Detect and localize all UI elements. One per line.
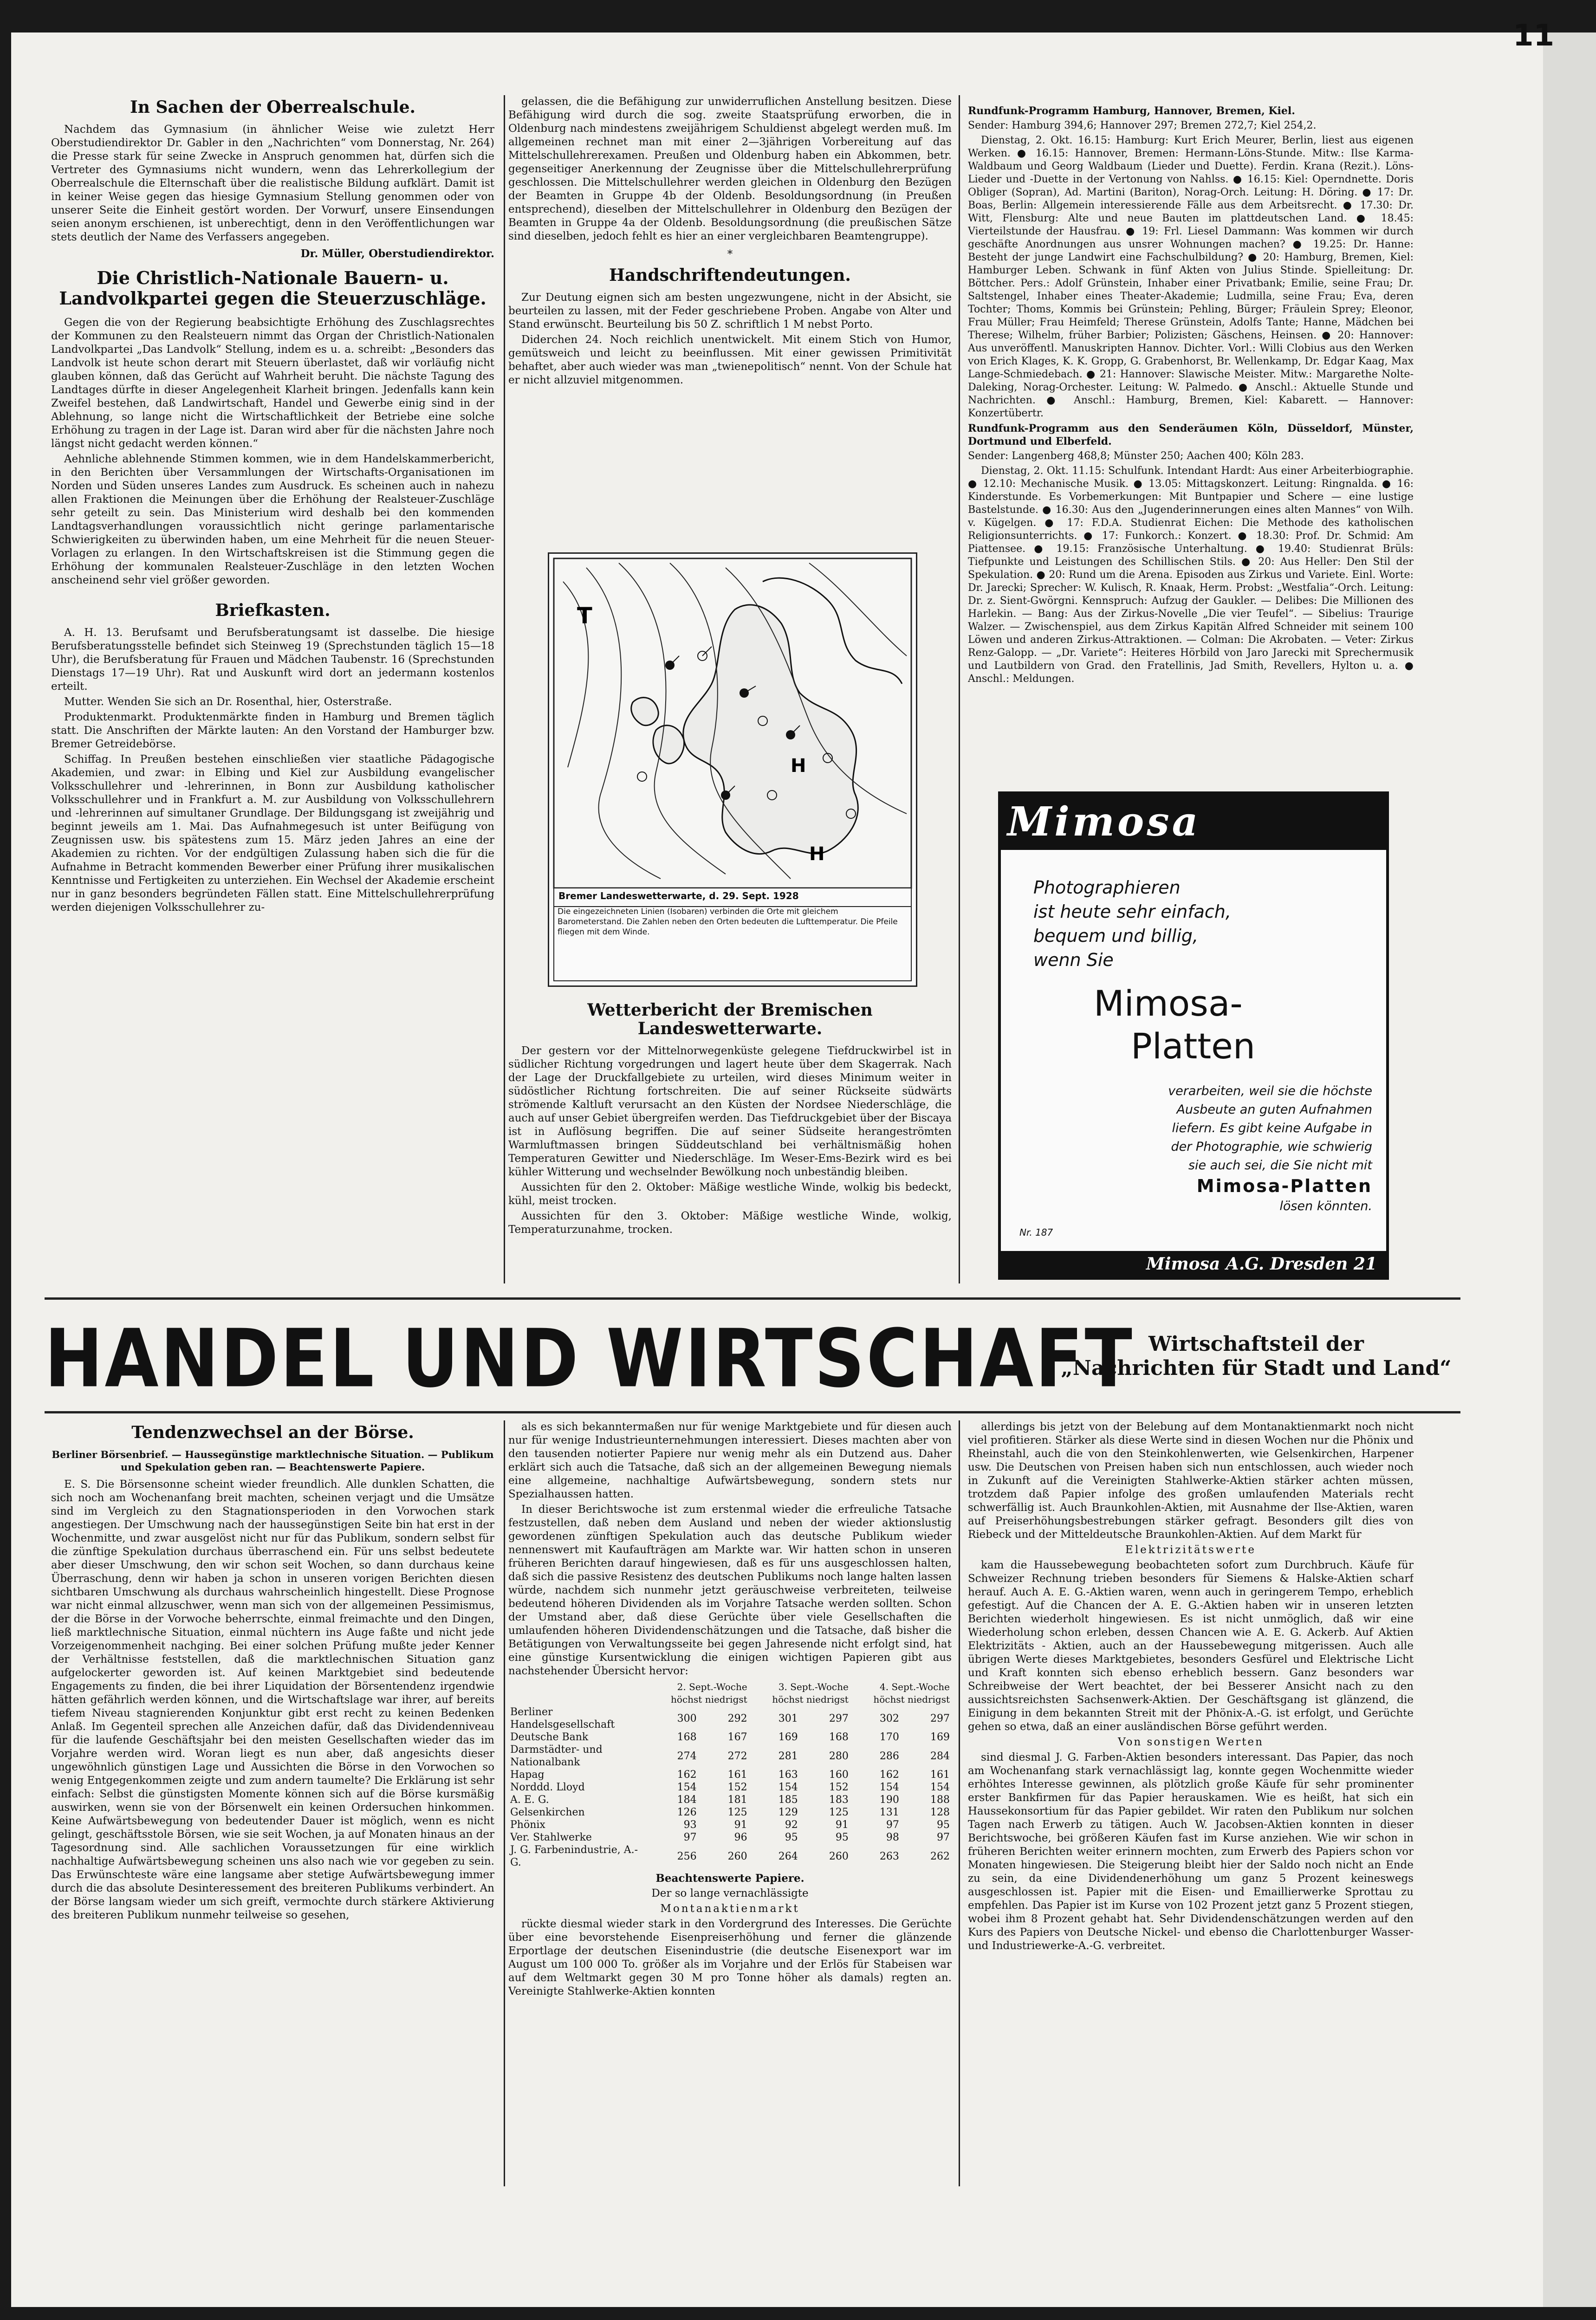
stock-value-cell: 95	[835, 1832, 849, 1843]
ad-slogan-4: wenn Sie	[1033, 950, 1114, 970]
stock-table-row	[508, 1831, 952, 1844]
svg-text:H: H	[809, 843, 825, 865]
middle-text: gelassen, die die Befähigung zur unwiderruflichen Anstellung besitzen. Diese Befähigung wird durch die sog. zweite Staatsprüfung erworben, die in Oldenburg nach mindestens zweijährigem Schuldienst abgelegt werden muß. Im allgemeinen rechnet man mit einer 2—3jährigen Vorbereitung auf das Mittelschullehrerexamen. Preußen und Oldenburg haben ein Abkommen, betr. gegenseitiger Anerkennung der Zeugnisse über die Mittelschullehrerprüfung geschlossen. Die Mittelschullehrer werden gleichen in Oldenburg den Bezügen der Beamten in Gruppe 4b der Oldenb. Besoldungsordnung (in Preußen entsprechend), dieselben der Mittelschullehrer in Oldenburg den Bezügen der Beamten in Gruppe 4a der Oldenb. Besoldungsordnung (die preußischen Sätze sind dieselben, jedoch fehlt es hier an einer vergleichbaren Beamtengruppe).	[508, 96, 952, 242]
radio-sender-2: Sender: Langenberg 468,8; Münster 250; Aachen 400; Köln 283.	[968, 450, 1304, 462]
stock-header-week-2: 2. Sept.-Woche höchst niedrigst	[671, 1681, 747, 1705]
stock-name-cell: Hapag	[510, 1769, 545, 1781]
boerse-right-unsere: Von sonstigen Werten	[1118, 1736, 1264, 1748]
boerse-column-left	[51, 1420, 494, 2186]
oberreal-title: In Sachen der Oberrealschule.	[130, 97, 416, 117]
stock-value-cell: 190	[879, 1794, 899, 1806]
brief-title: Briefkasten.	[215, 601, 331, 620]
banner-title: HANDEL UND WIRTSCHAFT	[45, 1312, 1134, 1406]
stock-table-row	[508, 1731, 952, 1743]
weather-report	[508, 998, 952, 1286]
stock-value-cell: 97	[886, 1819, 899, 1831]
stock-value-cell: 131	[879, 1807, 899, 1818]
weather-forecast-2: Aussichten für den 3. Oktober: Mäßige westliche Winde, wolkig, Temperaturzunahme, trocken.	[508, 1210, 952, 1236]
stock-value-cell: 297	[930, 1712, 950, 1724]
boerse-mid-mont: Montanaktienmarkt	[660, 1903, 800, 1915]
stock-value-cell: 126	[677, 1807, 697, 1818]
banner-subtitle-1: Wirtschaftsteil der	[1148, 1332, 1364, 1356]
stock-header-week-3: 3. Sept.-Woche höchst niedrigst	[772, 1681, 849, 1705]
stock-value-cell: 154	[879, 1782, 899, 1793]
stock-value-cell: 264	[778, 1850, 798, 1862]
stock-name-cell: Gelsenkirchen	[510, 1807, 585, 1818]
stock-value-cell: 154	[930, 1782, 950, 1793]
ad-body-7: lösen könnten.	[1279, 1199, 1372, 1213]
weather-text: Der gestern vor der Mittelnorwegenküste gelegene Tiefdruckwirbel ist in südlicher Richtung vorgedrungen und lagert heute über dem Skagerrak. Nach der Lage der Druckfallgebiete zu urteilen, wird dieses Minimum weiter in südöstlicher Richtung fortschreiten. Die auf seiner Rückseite südwärts strömende Kaltluft verursacht an den Küsten der Nordsee Niederschläge, die auch auf unser Gebiet übergreifen werden. Das Tiefdruckgebiet über der Biscaya ist in Auflösung begriffen. Die auf seiner Südseite herangeströmten Warmluftmassen bringen Süddeutschland bei verhältnismäßig hohen Temperaturen Gewitter und Niederschläge. Im Weser-Ems-Bezirk wird es bei kühler Witterung und wechselnder Bewölkung noch unbeständig bleiben.	[508, 1045, 952, 1178]
map-caption: Bremer Landeswetterwarte, d. 29. Sept. 1928	[558, 890, 799, 901]
stock-table-row	[508, 1819, 952, 1831]
boerse-mid-p1: als es sich bekanntermaßen nur für wenige Marktgebiete und für diesen auch nur für wenige Industrieunternehmungen interessiert. Dieses machten aber von den tausenden notierter Papiere nur wenig mehr als ein Dutzend aus. Daher erklärt sich auch die Tatsache, daß sich an der allgemeinen Bewegung niemals eine allgemeine, nachhaltige Aufwärtsbewegung, sondern stets nur Spezialhaussen hatten.	[508, 1421, 952, 1500]
oberreal-text: Nachdem das Gymnasium (in ähnlicher Weise wie zuletzt Herr Oberstudiendirektor Dr. Gabler in den „Nachrichten“ vom Donnerstag, Nr. 264) die Presse stark für seine Zwecke in Anspruch genommen hat, dürfen sich die Vertreter des Gymnasiums nicht wundern, wenn das Lehrerkollegium der Oberrealschule die Elternschaft über die realistische Bildung aufklärt. Damit ist in keiner Weise gegen das hiesige Gymnasium Stellung genommen oder von unserer Seite die Einheit gestört worden. Der Vorwurf, unsere Einsendungen seien anonym erschienen, ist unberechtigt, denn in den Veröffentlichungen war stets deutlich der Name des Verfassers angegeben.	[51, 123, 494, 243]
stock-table-row	[508, 1781, 952, 1794]
boerse-mid-p4: rückte diesmal wieder stark in den Vordergrund des Interesses. Die Gerüchte über eine bevorstehende Eisenpreiserhöhung und ferner die glänzende Erportlage der deutschen Eisenindustrie (die deutsche Eisenexport war im August um 100 000 To. größer als im Vorjahre und der Erlös für Stabeisen war auf dem Weltmarkt gegen 30 M pro Tonne höher als damals) regten an. Vereinigte Stahlwerke-Aktien konnten	[508, 1918, 952, 1997]
weather-title: Wetterbericht der Bremischen Landeswetterwarte.	[587, 1000, 873, 1038]
hand-diderchen: Diderchen 24. Noch reichlich unentwickelt. Mit einem Stich von Humor, gemütsweich und leicht zu beeinflussen. Mit einer gewissen Primitivität behaftet, aber auch wieder was man „twienepolitisch“ nennt. Von der Schule hat er nicht allzuviel mitgenommen.	[508, 334, 952, 386]
bauern-p1: Gegen die von der Regierung beabsichtigte Erhöhung des Zuschlagsrechtes der Kommunen zu den Realsteuern nimmt das Organ der Christlich-Nationalen Landvolkpartei „Das Landvolk“ Stellung, indem es u. a. schreibt: „Besonders das Landvolk ist heute schon derart mit Steuern überlastet, daß wir vorläufig nicht glauben können, daß das Gerücht auf Wahrheit beruht. Die nächste Tagung des Landtages dürfte in dieser Angelegenheit Klarheit bringen. Jedenfalls kann kein Zweifel bestehen, daß Landwirtschaft, Handel und Gewerbe einig sind in der Ablehnung, so lange nicht die Wirtschaftlichkeit der Betriebe eine solche Erhöhung zu tragen in der Lage ist. Daran wird aber für die nächsten Jahre noch längst nicht gedacht werden können.“	[51, 317, 494, 450]
column-left	[51, 95, 494, 1316]
map-legend: Die eingezeichneten Linien (Isobaren) verbinden die Orte mit gleichem Barometerstand. Die Zahlen neben den Orten bedeuten die Lufttemperatur. Die Pfeile fliegen mit dem Winde.	[558, 907, 898, 937]
ad-body-2: Ausbeute an guten Aufnahmen	[1176, 1102, 1372, 1117]
stock-name-cell: Norddd. Lloyd	[510, 1782, 585, 1793]
boerse-mid-sub: Beachtenswerte Papiere.	[655, 1872, 804, 1885]
stock-value-cell: 281	[778, 1750, 798, 1762]
stock-value-cell: 272	[727, 1750, 747, 1762]
stock-value-cell: 168	[829, 1731, 849, 1743]
ad-body-5: sie auch sei, die Sie nicht mit	[1188, 1158, 1372, 1173]
stock-value-cell: 125	[727, 1807, 747, 1818]
stock-value-cell: 183	[829, 1794, 849, 1806]
stock-value-cell: 95	[785, 1832, 798, 1843]
stock-value-cell: 301	[778, 1712, 798, 1724]
stock-value-cell: 260	[727, 1850, 747, 1862]
ad-body-1: verarbeiten, weil sie die höchste	[1168, 1084, 1372, 1098]
stock-value-cell: 263	[879, 1850, 899, 1862]
radio-text-1: Dienstag, 2. Okt. 16.15: Hamburg: Kurt Erich Meurer, Berlin, liest aus eigenen Werken. ● 16.15: Hannover, Bremen: Hermann-Löns-Stunde. Mitw.: Ilse Karma-Waldbaum und Georg Waldbaum (Lieder und Duette). Ferdin. Krana (Rezit.). Löns-Lieder und -Duette in der Vertonung von Nahlss. ● 16.15: Kiel: Operndnette. Doris Obliger (Sopran), Ad. Martini (Bariton), Norag-Orch. Leitung: H. Döring. ● 17: Dr. Boas, Berlin: Allgemein interessierende Fälle aus dem Arbeitsrecht. ● 17.30: Dr. Witt, Flensburg: Alte und neue Bauten im plattdeutschen Land. ● 18.45: Vierteilstunde der Hausfrau. ● 19: Frl. Liesel Dammann: Was kommen wir durch geschäfte Anordnungen aus unsrer Wohnungen machen? ● 19.25: Dr. Hanne: Besteht der junge Landwirt eine Fachschulbildung? ● 20: Hamburg, Bremen, Kiel: Hamburger Leben. Schwank in fünf Akten von Julius Stinde. Spielleitung: Dr. Böttcher. Pers.: Adolf Grünstein, Inhaber einer Privatbank; Emilie, seine Frau; Dr. Saltstengel, Inhaber eines Theater-Akademie; Ludmilla, seine Frau; Eva, deren Tochter; Thoms, Kommis bei Grünstein; Pehling, Bürger; Fräulein Sprey; Eleonor, Frau Müller; Frau Heimfeld; Therese Grünstein, Adolfs Tante; Hanne, Mädchen bei Therese; Wilhelm, früher Barbier; Polizisten; Gäschens, Heinsen. ● 20: Hannover: Aus unveröffentl. Manuskripten Hannov. Dichter. Vorl.: Willi Clobius aus den Werken von Erich Klages, K. K. Gropp, G. Grabenhorst, Br. Wellenkamp, Dr. Edgar Kaag, Max Lange-Schmiedebach. ● 21: Hannover: Slawische Meister. Mitw.: Margarethe Nolte-Daleking, Norag-Orchester. Leitung: W. Palmedo. ● Anschl.: Aktuelle Stunde und Nachrichten. ● Anschl.: Hamburg, Bremen, Kiel: Kabarett. — Hannover: Konzertübertr.	[968, 135, 1414, 419]
stock-value-cell: 300	[677, 1712, 697, 1724]
boerse-mid-p3: Der so lange vernachlässigte	[651, 1887, 809, 1899]
weather-forecast-1: Aussichten für den 2. Oktober: Mäßige westliche Winde, wolkig bis bedeckt, kühl, meist trocken.	[508, 1181, 952, 1207]
banner-subtitle	[1057, 1332, 1456, 1380]
stock-table	[508, 1681, 952, 1869]
stock-table-row	[508, 1743, 952, 1769]
separator-star: *	[727, 248, 733, 260]
boerse-subtitle: Berliner Börsenbrief. — Haussegünstige marktlechnische Situation. — Publikum und Spekulation geben ran. — Beachtenswerte Papiere.	[52, 1449, 494, 1473]
stock-value-cell: 154	[677, 1782, 697, 1793]
hand-text: Zur Deutung eignen sich am besten ungezwungene, nicht in der Absicht, sie beurteilen zu lassen, mit der Feder geschriebene Proben. Angabe von Alter und Stand erwünscht. Beurteilung bis 50 Z. schriftlich 1 M nebst Porto.	[508, 292, 952, 331]
boerse-text: E. S. Die Börsensonne scheint wieder freundlich. Alle dunklen Schatten, die sich noch am Wochenanfang breit machten, scheinen verjagt und die Umsätze sind im Vergleich zu den Stagnationsperioden in den Vorwochen stark angestiegen. Der Umschwung nach der haussegünstigen Seite bin hat erst in der Wochenmitte, und zwar ausgelöst nicht nur für das Publikum, sondern selbst für die zünftige Spekulation durchaus überraschend ein. Für uns selbst bedeutete aber dieser Umschwung, den wir schon seit Wochen, so dann durchaus keine Überraschung, denn wir haben ja schon in unseren vorigen Berichten diesen sichtbaren Umschwung als durchaus wahrscheinlich hingestellt. Diese Prognose war nicht einmal allzuschwer, wenn man sich von der allgemeinen Pessimismus, der die Börse in der Vorwoche beherrschte, einmal freimachte und den Dingen, ließ marktlechnische Situation, einmal nüchtern ins Auge faßte und nicht jede Vorzeigenommenheit nachging. Bei einer solchen Prüfung mußte jeder Kenner der Verhältnisse feststellen, daß die marktlechnischen Situation ganz aufgelockerter geworden ist. Auf keinen Marktgebiet sind bedeutende Engagements zu finden, die bei ihrer Liquidation der Börsentendenz irgendwie hätten gefährlich werden können, und die Wirtschaftslage war ihrer, auf bereits tiefem Niveau stagnierenden Konjunktur gibt erst recht zu keinen Bedenken Anlaß. Im Gegenteil sprechen alle Anzeichen dafür, daß das Dividendenniveau für die laufende Geschäftsjahr bei den meisten Gesellschaften wieder das im Vorjahre werden wird. Woran liegt es nun aber, daß angesichts dieser ungewöhnlich günstigen Lage und Aussichten die Börse in den Vorwochen so wenig Entgegenkommen zeigte und zum andern taumelte? Die Erklärung ist sehr einfach: Selbst die günstigsten Momente können sich auf die Börse kursmäßig auswirken, wenn sie von der Börsenwelt ein keinen Ordersuchen hinkommen. Keine Aufwärtsbewegung von bedeutender Dauer ist möglich, wenn es nicht gelingt, geschäftsstole Börsen, wie sie seit Wochen, ja auf Monaten hinaus an der Tagesordnung sind. Alle sachlichen Voraussetzungen für eine wirklich nachhaltige Aufwärtsbewegung scheinen uns also nach wie vor gegeben zu sein. Das Erwünschteste wäre eine langsame aber stetige Aufwärtsbewegung immer durch die das absolute Desinteressement des breiteren Publikums verbindert. An der Börse langsam wieder um sich greift, vermochte durch stärkere Aktivierung des breiteren Publikum nunmehr teilweise so gesehen,	[51, 1478, 494, 1921]
ad-slogan-2: ist heute sehr einfach,	[1033, 901, 1231, 922]
brief-p4: Schiffag. In Preußen bestehen einschließen vier staatliche Pädagogische Akademien, und zwar: in Elbing und Kiel zur Ausbildung evangelischer Volksschullehrer und -lehrerinnen, in Bonn zur Ausbildung katholischer Volksschullehrer und in Frankfurt a. M. zur Ausbildung von Volksschullehrern und -lehrerinnen auf simultaner Grundlage. Der Bildungsgang ist zweijährig und beginnt jeweils am 1. Mai. Das Aufnahmegesuch ist unter Beifügung von Zeugnissen usw. bis spätestens zum 15. März jeden Jahres an eine der Akademien zu richten. Vor der endgültigen Zulassung haben sich die für die Aufnahme in Betracht kommenden Bewerber einer Prüfung ihrer musikalischen Kenntnisse und Fertigkeiten zu unterziehen. Ein Wechsel der Akademie erscheint nur in ganz besonders begründeten Fällen statt. Eine Mittelschullehrerprüfung werden diejenigen Volksschullehrer zu-	[51, 753, 494, 914]
mimosa-advertisement	[998, 791, 1389, 1280]
stock-value-cell: 91	[835, 1819, 849, 1831]
stock-name-cell: Deutsche Bank	[510, 1731, 589, 1743]
ad-number: Nr. 187	[1019, 1227, 1053, 1238]
stock-name-cell: J. G. Farbenindustrie, A.-G.	[510, 1844, 638, 1868]
section-rule	[45, 1411, 1460, 1413]
boerse-column-right	[968, 1420, 1414, 2186]
stock-value-cell: 170	[879, 1731, 899, 1743]
stock-value-cell: 284	[930, 1750, 950, 1762]
stock-value-cell: 169	[778, 1731, 798, 1743]
economy-banner	[45, 1312, 1456, 1406]
page-number: 11	[1512, 19, 1554, 53]
stock-value-cell: 162	[677, 1769, 697, 1781]
brief-p1: A. H. 13. Berufsamt und Berufsberatungsamt ist dasselbe. Die hiesige Berufsberatungsstelle befindet sich Steinweg 19 (Sprechstunden täglich 15—18 Uhr), die Berufsberatung für Frauen und Mädchen Taubenstr. 16 (Sprechstunden Dienstags 17—19 Uhr). Rat und Auskunft wird dort an jedermann kostenlos erteilt.	[51, 627, 494, 693]
column-rule	[504, 1420, 505, 2186]
stock-value-cell: 262	[930, 1850, 950, 1862]
stock-table-row	[508, 1806, 952, 1819]
stock-value-cell: 292	[727, 1712, 747, 1724]
stock-table-header	[508, 1681, 952, 1706]
stock-value-cell: 162	[879, 1769, 899, 1781]
ad-slogan-3: bequem und billig,	[1033, 926, 1199, 946]
stock-table-row	[508, 1844, 952, 1869]
column-rule	[959, 1420, 960, 2186]
boerse-column-middle	[508, 1420, 952, 2186]
ad-product	[1094, 982, 1255, 1068]
stock-value-cell: 128	[930, 1807, 950, 1818]
stock-value-cell: 125	[829, 1807, 849, 1818]
stock-value-cell: 152	[829, 1782, 849, 1793]
ad-footer: Mimosa A.G. Dresden 21	[1001, 1251, 1386, 1277]
stock-name-cell: Phönix	[510, 1819, 545, 1831]
ad-body-3: liefern. Es gibt keine Aufgabe in	[1172, 1121, 1372, 1135]
stock-header-name	[508, 1681, 648, 1706]
stock-header-week-4: 4. Sept.-Woche höchst niedrigst	[873, 1681, 950, 1705]
column-rule	[959, 95, 960, 1283]
radio-sender-1: Sender: Hamburg 394,6; Hannover 297; Bremen 272,7; Kiel 254,2.	[968, 120, 1317, 131]
ad-slogan-1: Photographieren	[1033, 877, 1181, 898]
stock-value-cell: 95	[937, 1819, 950, 1831]
stock-value-cell: 169	[930, 1731, 950, 1743]
ad-body-6: Mimosa-Platten	[1196, 1176, 1372, 1196]
stock-table-body	[508, 1706, 952, 1869]
stock-value-cell: 96	[734, 1832, 747, 1843]
boerse-mid-p2: In dieser Berichtswoche ist zum erstenmal wieder die erfreuliche Tatsache festzustellen, daß neben dem Ausland und neben der wieder aktionslustig gewordenen zünftigen Spekulation auch das deutsche Publikum wieder nennenswert mit Kaufaufträgen am Markte war. Wir hatten schon in unseren früheren Berichten darauf hingewiesen, daß es für uns ausgeschlossen halten, daß sich die passive Resistenz des deutschen Publikums noch lange halten lassen würde, nachdem sich nunmehr jetzt geräuschweise verbreiteten, teilweise bedeutend höheren Dividenden als im Vorjahre Tatsache werden sollten. Schon der Umstand aber, daß diese Gerüchte über viele Gesellschaften die umlaufenden höheren Dividendenschätzungen und die Tatsache, daß bisher die Betätigungen von Verwaltungsseite bei gegen Jahresende nicht erfolgt sind, hat eine günstige Kursentwicklung die einigen wichtigen Papieren gibt aus nachstehender Übersicht hervor:	[508, 1503, 952, 1677]
stock-value-cell: 185	[778, 1794, 798, 1806]
stock-value-cell: 161	[727, 1769, 747, 1781]
stock-value-cell: 154	[778, 1782, 798, 1793]
stock-value-cell: 256	[677, 1850, 697, 1862]
radio-title-2: Rundfunk-Programm aus den Senderäumen Köln, Düsseldorf, Münster, Dortmund und Elberfeld.	[968, 422, 1414, 447]
column-right-radio	[968, 104, 1414, 782]
stock-value-cell: 92	[785, 1819, 798, 1831]
brief-p3: Produktenmarkt. Produktenmärkte finden in Hamburg und Bremen täglich statt. Die Anschriften der Märkte lauten: An den Vorstand der Hamburger bzw. Bremer Getreidebörse.	[51, 711, 494, 750]
stock-value-cell: 188	[930, 1794, 950, 1806]
stock-table-row	[508, 1794, 952, 1806]
stock-value-cell: 98	[886, 1832, 899, 1843]
stock-value-cell: 297	[829, 1712, 849, 1724]
stock-value-cell: 274	[677, 1750, 697, 1762]
stock-value-cell: 184	[677, 1794, 697, 1806]
stock-value-cell: 181	[727, 1794, 747, 1806]
stock-name-cell: A. E. G.	[510, 1794, 549, 1806]
stock-value-cell: 167	[727, 1731, 747, 1743]
stock-value-cell: 160	[829, 1769, 849, 1781]
bauern-p2: Aehnliche ablehnende Stimmen kommen, wie in dem Handelskammerbericht, in den Berichten über Versammlungen der Wirtschafts-Organisationen im Norden und Süden unseres Landes zum Ausdruck. Es scheinen auch in nahezu allen Fraktionen die Meinungen über die Erhöhung der Realsteuer-Zuschläge sehr geteilt zu sein. Das Ministerium wird deshalb bei den kommenden Landtagsverhandlungen voraussichtlich nicht geringe parlamentarische Schwierigkeiten zu überwinden haben, um eine Mehrheit für die neuen Steuer-Vorlagen zu erlangen. In den Wirtschaftskreisen ist die Stimmung gegen die Erhöhung der kommunalen Realsteuer-Zuschläge in den letzten Wochen anscheinend sehr viel größer geworden.	[51, 453, 494, 586]
ad-slogan	[1033, 875, 1231, 972]
ad-body	[1094, 1082, 1372, 1216]
oberreal-signature: Dr. Müller, Oberstudiendirektor.	[300, 247, 494, 260]
stock-name-cell: Berliner Handelsgesellschaft	[510, 1706, 615, 1730]
stock-value-cell: 152	[727, 1782, 747, 1793]
column-rule	[504, 95, 505, 1283]
boerse-right-elek: Elektrizitätswerte	[1125, 1544, 1256, 1556]
bauern-title: Die Christlich-Nationale Bauern- u. Landvolkpartei gegen die Steuerzuschläge.	[59, 267, 487, 309]
boerse-right-p2: kam die Haussebewegung beobachteten sofort zum Durchbruch. Käufe für Schweizer Rechnung trieben besonders für Siemens & Halske-Aktien scharf herauf. Auch A. E. G.-Aktien waren, wenn auch in geringerem Tempo, erheblich gefestigt. Auf die Chancen der A. E. G.-Aktien haben wir in unseren letzten Berichten wiederholt hingewiesen. Es ist nicht unmöglich, daß wir eine Wiederholung schon erleben, dessen Chancen wie A. E. G. Ackerb. Auf Aktien Elektrizitäts - Aktien, auch an der Haussebewegung mitgerissen. Auch alle übrigen Werte dieses Marktgebietes, besonders Gesfürel und Elektrische Licht und Kraft konnten sich ebenso erheblich bessern. Ganz besonders war Schreibweise der Wert beachtet, der bei Besserer Ansicht nach zu den aussichtsreichsten Sachsenwerk-Aktien. Der Geschäftsgang ist glänzend, die Einigung in dem bekannten Streit mit der Phönix-A.-G. ist erfolgt, und Gerüchte gehen so etwa, daß an einer ausländischen Börse geführt werden.	[968, 1559, 1414, 1733]
radio-text-2: Dienstag, 2. Okt. 11.15: Schulfunk. Intendant Hardt: Aus einer Arbeiterbiographie. ● 12.10: Mechanische Musik. ● 13.05: Mittagskonzert. Leitung: Ringnalda. ● 16: Kinderstunde. Es Vorbemerkungen: Mit Buntpapier und Schere — eine lustige Bastelstunde. ● 16.30: Aus den „Jugenderinnerungen eines alten Mannes“ von Wilh. v. Kügelgen. ● 17: F.D.A. Studienrat Eichen: Die Methode des katholischen Religionsunterrichts. ● 17: Funkorch.: Konzert. ● 18.30: Prof. Dr. Schmid: Am Piattensee. ● 19.15: Französische Unterhaltung. ● 19.40: Studienrat Brüls: Tiefpunkte und Leistungen des Schillischen Stils. ● 20: Aus Heller: Den Stil der Spekulation. ● 20: Rund um die Arena. Episoden aus Zirkus und Variete. Einl. Worte: Dr. Jarecki; Sprecher: W. Kulisch, R. Knaak, Herm. Probst: „Westfalia“-Orch. Leitung: Dr. z. Sient-Gwörgni. Kennspruch: Aufzug der Gaukler. — Delibes: Die Millionen des Harlekin. — Bang: Aus der Zirkus-Novelle „Die vier Teufel“. — Sibelius: Traurige Walzer. — Zwischenspiel, aus dem Zirkus Kapitän Alfred Schneider mit seinem 100 Löwen und anderen Zirkus-Attraktionen. — Colman: Die Akrobaten. — Veter: Zirkus Renz-Galopp. — „Dr. Variete“: Heiteres Hörbild von Jaro Jarecki mit Sprechermusik und Lautbildern von Grad. den Fratellinis, Jad Smith, Revellers, Hylton u. a. ● Anschl.: Meldungen.	[968, 465, 1414, 685]
radio-title-1: Rundfunk-Programm Hamburg, Hannover, Bremen, Kiel.	[968, 105, 1295, 117]
stock-value-cell: 163	[778, 1769, 798, 1781]
column-middle	[508, 95, 952, 541]
svg-text:T: T	[577, 603, 592, 629]
ad-product-1: Mimosa-	[1094, 983, 1243, 1024]
stock-value-cell: 260	[829, 1850, 849, 1862]
banner-subtitle-2: „Nachrichten für Stadt und Land“	[1061, 1356, 1452, 1380]
weather-map	[548, 552, 917, 987]
stock-name-cell: Ver. Stahlwerke	[510, 1832, 592, 1843]
boerse-right-p1: allerdings bis jetzt von der Belebung auf dem Montanaktienmarkt noch nicht viel profitieren. Stärker als diese Werte sind in diesen Wochen nur die Phönix und Rheinstahl, auch die von den Steinkohlenwerten, wie Gelsenkirchen, Harpener usw. Die Deutschen von Preisen haben sich nun entschlossen, auch wieder noch in Zukunft auf die Vereinigten Stahlwerke-Aktien stärker achten müssen, trotzdem daß Papier infolge des großen umlaufenden Materials recht schwerfällig ist. Auch Braunkohlen-Aktien, mit Ausnahme der Ilse-Aktien, waren auf Preiserhöhungsbestrebungen stärker gefragt. Besonders gilt dies von Riebeck und der Mitteldeutsche Braunkohlen-Aktien. Auf dem Markt für	[968, 1421, 1414, 1541]
stock-value-cell: 302	[879, 1712, 899, 1724]
stock-value-cell: 161	[930, 1769, 950, 1781]
stock-value-cell: 97	[683, 1832, 697, 1843]
stock-value-cell: 286	[879, 1750, 899, 1762]
stock-value-cell: 93	[683, 1819, 697, 1831]
stock-value-cell: 280	[829, 1750, 849, 1762]
boerse-right-p3: sind diesmal J. G. Farben-Aktien besonders interessant. Das Papier, das noch am Wochenanfang stark vernachlässigt lag, konnte gegen Wochenmitte wieder erhöhtes Interesse gewinnen, als plötzlich große Käufe für sehr prominenter erster Bankfirmen für das Papier herauskamen. Wie es heißt, hat sich ein Haussekonsortium für das Papier gebildet. Wir raten den Publikum nur solchen Tagen nach Erwerb zu tätigen. Auch W. Jacobsen-Aktien konnten in dieser Berichtswoche, bei größeren Käufen fast im Kurse anziehen. Wie wir schon in früheren Berichten weiter erinnern mochten, zum Erwerb des Papiers schon vor Monaten hingewiesen. Die Steigerung bleibt hier der Saldo noch nicht an Ende zu sein, da eine Dividendenerhöhung um ganz 5 Prozent keineswegs ausgeschlossen ist. Papier mit die Eisen- und Emaillierwerke Sprottau zu empfehlen. Das Papier ist im Kurse von 102 Prozent jetzt ganz 5 Prozent stiegen, wobei ihm 8 Prozent gehabt hat. Sehr Dividendenschätzungen werden auf den Kurs des Papiers von Deutsche Nickel- und ebenso die Charlottenburger Wasser- und Industriewerke-A.-G. verbreitet.	[968, 1751, 1414, 1952]
stock-value-cell: 168	[677, 1731, 697, 1743]
stock-value-cell: 129	[778, 1807, 798, 1818]
stock-table-row	[508, 1706, 952, 1731]
boerse-title: Tendenzwechsel an der Börse.	[131, 1423, 414, 1442]
stock-name-cell: Darmstädter- und Nationalbank	[510, 1744, 603, 1768]
scan-edge	[1543, 32, 1596, 2307]
hand-title: Handschriftendeutungen.	[609, 266, 851, 285]
ad-product-2: Platten	[1131, 1025, 1256, 1067]
brief-p2: Mutter. Wenden Sie sich an Dr. Rosenthal, hier, Osterstraße.	[64, 696, 392, 708]
stock-table-row	[508, 1769, 952, 1781]
section-rule	[45, 1297, 1460, 1300]
svg-text:H: H	[791, 755, 806, 777]
stock-value-cell: 97	[937, 1832, 950, 1843]
ad-brand: Mimosa	[1001, 794, 1386, 850]
ad-body-4: der Photographie, wie schwierig	[1171, 1140, 1372, 1154]
stock-value-cell: 91	[734, 1819, 747, 1831]
